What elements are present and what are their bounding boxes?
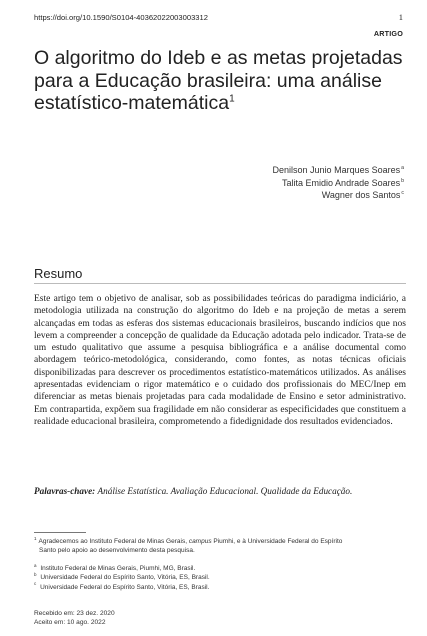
affiliation-text: Instituto Federal de Minas Gerais, Piumhi, MG, Brasil. [40,564,196,572]
keywords-label: Palavras-chave: [34,486,96,496]
author-line [273,189,404,202]
author-name: Wagner dos Santos [321,190,401,201]
footnotes [34,537,408,592]
submission-dates [34,610,115,628]
author-line [273,164,404,177]
section-divider [34,283,406,284]
page-number: 1 [398,12,403,22]
affiliation-note [34,583,408,592]
title-footnote-mark: 1 [229,93,235,105]
affiliation-text: Universidade Federal do Espírito Santo, Vitória, ES, Brasil. [40,583,210,591]
article-title [34,47,414,115]
ack-text: Agradecemos ao Instituto Federal de Minas Gerais, [38,538,189,545]
ack-text-cont: Piumhi, e à Universidade Federal do Espírito [211,538,343,545]
author-affil-mark: b [401,177,404,184]
footnote-mark: 1 [34,535,37,541]
affiliation-mark: b [34,572,37,578]
author-affil-mark: a [401,165,404,171]
affiliation-note [34,573,408,582]
ack-text-line2: Santo pelo apoio ao desenvolvimento desta pesquisa. [39,547,195,555]
author-name: Talita Emidio Andrade Soares [282,177,401,188]
abstract-heading: Resumo [34,266,83,281]
author-affil-mark: c [401,190,404,197]
abstract-body: Este artigo tem o objetivo de analisar, sob as possibilidades teóricas do paradigma indiciário, a metodologia utilizada na construção do algoritmo do Ideb e na projeção de metas a serem alcançadas em todas as esferas dos sistemas educacionais brasileiros, buscando indícios que nos levem a compreender a concepção de qualidade da Educação adotada pelo indicador. Trata-se de um estudo qualitativo que assume a pesquisa bibliográfica e a análise documental como abordagem teórico-metodológica, considerando, como fontes, as notas técnicas oficiais disponibilizadas para descrever os procedimentos estatístico-matemáticos utilizados. As análises apresentadas evidenciam o rigor matemático e o cuidado dos profissionais do MEC/Inep em diferenciar as metas bienais projetadas para cada modalidade de Ensino e setor administrativo. Em contrapartida, expõem sua fragilidade em não considerar as especificidades que constituem a realidade educacional brasileira, comprometendo a fidedignidade dos resultados evidenciados. [34,294,406,427]
author-list [273,164,404,202]
acknowledgement-note [34,537,408,556]
accepted-date: Aceito em: 10 ago. 2022 [34,618,106,626]
ack-campus: campus [188,538,212,545]
affiliation-note [34,564,408,573]
doi-link[interactable]: https://doi.org/10.1590/S0104-40362022003003312 [34,13,208,22]
affiliation-mark: c [34,581,37,587]
author-name: Denilson Junio Marques Soares [272,165,401,175]
affiliation-mark: a [34,562,37,568]
section-label: ARTIGO [373,29,403,38]
received-date: Recebido em: 23 dez. 2020 [34,610,115,617]
keywords-list: Análise Estatística. Avaliação Educacional. Qualidade da Educação. [97,486,353,496]
affiliation-text: Universidade Federal do Espírito Santo, Vitória, ES, Brasil. [40,574,210,582]
author-line [273,177,404,190]
keywords [34,485,406,497]
article-title-text: O algoritmo do Ideb e as metas projetadas para a Educação brasileira: uma análise estatístico-matemática [34,47,403,114]
footnote-divider [34,532,86,533]
